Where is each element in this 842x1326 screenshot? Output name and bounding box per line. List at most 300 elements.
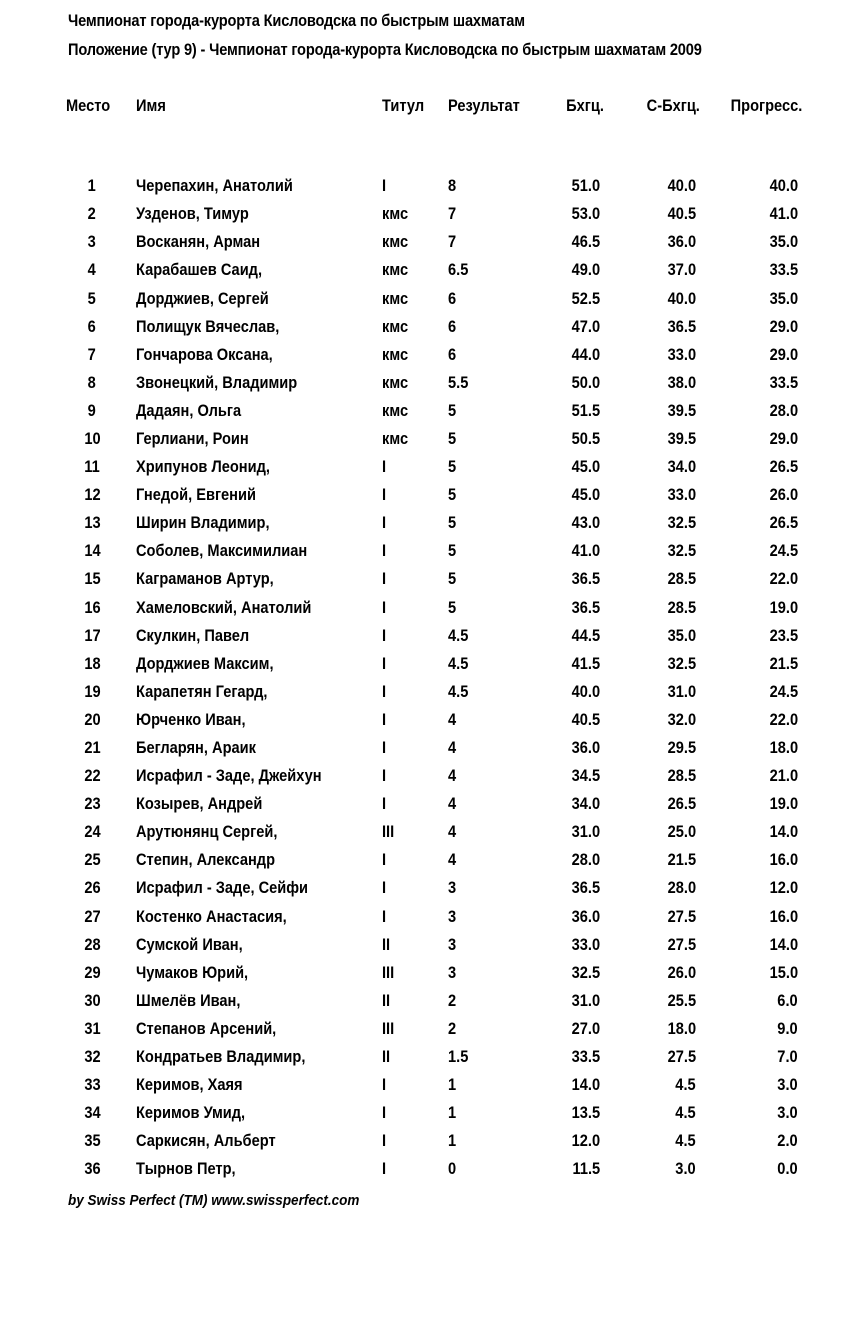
median-buchholz-cell: 3.0 — [675, 1159, 696, 1179]
progress-cell: 18.0 — [769, 738, 798, 758]
progress-cell: 35.0 — [769, 288, 798, 308]
table-row — [66, 341, 816, 369]
table-row — [66, 284, 816, 312]
buchholz-cell: 41.0 — [571, 541, 600, 561]
result-cell: 4 — [448, 794, 457, 814]
place-cell: 4 — [87, 260, 97, 280]
result-cell: 8 — [448, 176, 457, 196]
table-row — [66, 537, 816, 565]
median-buchholz-cell: 31.0 — [667, 681, 696, 701]
name-cell: Козырев, Андрей — [136, 794, 263, 814]
name-cell: Исрафил - Заде, Джейхун — [136, 766, 322, 786]
progress-cell: 12.0 — [769, 878, 798, 898]
result-cell: 5 — [448, 400, 457, 420]
result-cell: 6 — [448, 344, 457, 364]
name-cell: Звонецкий, Владимир — [136, 372, 298, 392]
progress-cell: 29.0 — [769, 344, 798, 364]
median-buchholz-cell: 27.5 — [667, 1047, 696, 1067]
title-cell: кмс — [382, 260, 409, 280]
result-cell: 5 — [448, 428, 457, 448]
title-cell: I — [382, 457, 387, 477]
name-cell: Арутюнянц Сергей, — [136, 822, 278, 842]
place-cell: 26 — [83, 878, 101, 898]
document-subtitle: Положение (тур 9) - Чемпионат города-курорта Кисловодска по быстрым шахматам 2009 — [68, 40, 702, 59]
median-buchholz-cell: 32.5 — [667, 653, 696, 673]
buchholz-cell: 50.0 — [571, 372, 600, 392]
result-cell: 5 — [448, 513, 457, 533]
median-buchholz-cell: 18.0 — [667, 1018, 696, 1038]
name-cell: Дорджиев, Сергей — [136, 288, 269, 308]
title-cell: I — [382, 906, 387, 926]
place-cell: 27 — [83, 906, 101, 926]
buchholz-cell: 44.0 — [571, 344, 600, 364]
buchholz-cell: 28.0 — [571, 850, 600, 870]
table-row — [66, 706, 816, 734]
buchholz-cell: 45.0 — [571, 485, 600, 505]
place-cell: 12 — [83, 485, 101, 505]
buchholz-cell: 41.5 — [571, 653, 600, 673]
buchholz-cell: 36.5 — [571, 878, 600, 898]
progress-cell: 33.5 — [769, 260, 798, 280]
name-cell: Саркисян, Альберт — [136, 1131, 276, 1151]
buchholz-cell: 49.0 — [571, 260, 600, 280]
progress-cell: 24.5 — [769, 541, 798, 561]
title-cell: I — [382, 541, 387, 561]
place-cell: 8 — [87, 372, 97, 392]
title-cell: кмс — [382, 344, 409, 364]
place-cell: 30 — [83, 990, 101, 1010]
title-cell: I — [382, 569, 387, 589]
name-cell: Юрченко Иван, — [136, 709, 246, 729]
buchholz-cell: 46.5 — [571, 232, 600, 252]
median-buchholz-cell: 32.5 — [667, 513, 696, 533]
result-cell: 1 — [448, 1075, 457, 1095]
buchholz-cell: 12.0 — [571, 1131, 600, 1151]
table-row — [66, 650, 816, 678]
document-title: Чемпионат города-курорта Кисловодска по быстрым шахматам — [68, 11, 525, 30]
result-cell: 1 — [448, 1103, 457, 1123]
result-cell: 3 — [448, 962, 457, 982]
table-row — [66, 509, 816, 537]
title-cell: I — [382, 1131, 387, 1151]
name-cell: Костенко Анастасия, — [136, 906, 287, 926]
name-cell: Дадаян, Ольга — [136, 400, 242, 420]
median-buchholz-cell: 39.5 — [667, 400, 696, 420]
header-name: Имя — [136, 96, 166, 115]
place-cell: 21 — [83, 738, 101, 758]
table-row — [66, 228, 816, 256]
median-buchholz-cell: 27.5 — [667, 906, 696, 926]
progress-cell: 16.0 — [769, 906, 798, 926]
progress-cell: 29.0 — [769, 316, 798, 336]
buchholz-cell: 40.5 — [571, 709, 600, 729]
table-row — [66, 846, 816, 874]
table-row — [66, 565, 816, 593]
title-cell: I — [382, 176, 387, 196]
buchholz-cell: 36.5 — [571, 597, 600, 617]
median-buchholz-cell: 33.0 — [667, 485, 696, 505]
name-cell: Шмелёв Иван, — [136, 990, 241, 1010]
place-cell: 36 — [83, 1159, 101, 1179]
name-cell: Карапетян Гегард, — [136, 681, 268, 701]
result-cell: 5 — [448, 541, 457, 561]
title-cell: III — [382, 822, 395, 842]
progress-cell: 33.5 — [769, 372, 798, 392]
result-cell: 4 — [448, 738, 457, 758]
table-row — [66, 369, 816, 397]
name-cell: Черепахин, Анатолий — [136, 176, 293, 196]
title-cell: I — [382, 513, 387, 533]
place-cell: 33 — [83, 1075, 101, 1095]
result-cell: 4 — [448, 766, 457, 786]
progress-cell: 7.0 — [777, 1047, 798, 1067]
median-buchholz-cell: 4.5 — [675, 1103, 696, 1123]
place-cell: 10 — [83, 428, 101, 448]
name-cell: Сумской Иван, — [136, 934, 243, 954]
median-buchholz-cell: 28.5 — [667, 766, 696, 786]
title-cell: I — [382, 850, 387, 870]
table-row — [66, 1099, 816, 1127]
median-buchholz-cell: 40.0 — [667, 176, 696, 196]
title-cell: кмс — [382, 400, 409, 420]
title-cell: I — [382, 709, 387, 729]
place-cell: 5 — [87, 288, 97, 308]
buchholz-cell: 51.0 — [571, 176, 600, 196]
place-cell: 31 — [83, 1018, 101, 1038]
place-cell: 6 — [87, 316, 97, 336]
table-row — [66, 1015, 816, 1043]
table-row — [66, 903, 816, 931]
title-cell: III — [382, 1018, 395, 1038]
result-cell: 4 — [448, 822, 457, 842]
table-row — [66, 481, 816, 509]
buchholz-cell: 32.5 — [571, 962, 600, 982]
median-buchholz-cell: 28.5 — [667, 597, 696, 617]
buchholz-cell: 44.5 — [571, 625, 600, 645]
median-buchholz-cell: 33.0 — [667, 344, 696, 364]
table-row — [66, 931, 816, 959]
progress-cell: 3.0 — [777, 1103, 798, 1123]
result-cell: 1.5 — [448, 1047, 469, 1067]
table-row — [66, 987, 816, 1015]
name-cell: Керимов, Хаяя — [136, 1075, 243, 1095]
median-buchholz-cell: 39.5 — [667, 428, 696, 448]
name-cell: Каграманов Артур, — [136, 569, 274, 589]
median-buchholz-cell: 26.0 — [667, 962, 696, 982]
progress-cell: 2.0 — [777, 1131, 798, 1151]
result-cell: 5 — [448, 597, 457, 617]
header-buchholz: Бхгц. — [566, 96, 604, 115]
title-cell: кмс — [382, 204, 409, 224]
median-buchholz-cell: 37.0 — [667, 260, 696, 280]
place-cell: 9 — [87, 400, 97, 420]
table-row — [66, 734, 816, 762]
progress-cell: 29.0 — [769, 428, 798, 448]
progress-cell: 22.0 — [769, 709, 798, 729]
progress-cell: 40.0 — [769, 176, 798, 196]
header-place: Место — [66, 96, 111, 115]
result-cell: 7 — [448, 232, 457, 252]
median-buchholz-cell: 38.0 — [667, 372, 696, 392]
name-cell: Хрипунов Леонид, — [136, 457, 270, 477]
table-row — [66, 594, 816, 622]
progress-cell: 16.0 — [769, 850, 798, 870]
name-cell: Герлиани, Роин — [136, 428, 249, 448]
progress-cell: 23.5 — [769, 625, 798, 645]
progress-cell: 3.0 — [777, 1075, 798, 1095]
progress-cell: 26.5 — [769, 457, 798, 477]
title-cell: I — [382, 681, 387, 701]
progress-cell: 26.0 — [769, 485, 798, 505]
header-result: Результат — [448, 96, 520, 115]
table-row — [66, 1127, 816, 1155]
name-cell: Тырнов Петр, — [136, 1159, 236, 1179]
result-cell: 5 — [448, 457, 457, 477]
median-buchholz-cell: 4.5 — [675, 1131, 696, 1151]
place-cell: 34 — [83, 1103, 101, 1123]
median-buchholz-cell: 25.5 — [667, 990, 696, 1010]
table-row — [66, 622, 816, 650]
table-row — [66, 678, 816, 706]
place-cell: 17 — [83, 625, 101, 645]
median-buchholz-cell: 21.5 — [667, 850, 696, 870]
name-cell: Кондратьев Владимир, — [136, 1047, 306, 1067]
place-cell: 14 — [83, 541, 101, 561]
median-buchholz-cell: 28.0 — [667, 878, 696, 898]
name-cell: Соболев, Максимилиан — [136, 541, 308, 561]
name-cell: Дорджиев Максим, — [136, 653, 274, 673]
title-cell: I — [382, 597, 387, 617]
title-cell: I — [382, 766, 387, 786]
result-cell: 4.5 — [448, 625, 469, 645]
place-cell: 18 — [83, 653, 101, 673]
progress-cell: 35.0 — [769, 232, 798, 252]
progress-cell: 14.0 — [769, 934, 798, 954]
table-row — [66, 959, 816, 987]
title-cell: I — [382, 738, 387, 758]
median-buchholz-cell: 32.0 — [667, 709, 696, 729]
table-row — [66, 200, 816, 228]
name-cell: Бегларян, Араик — [136, 738, 256, 758]
place-cell: 20 — [83, 709, 101, 729]
place-cell: 19 — [83, 681, 101, 701]
header-title: Титул — [382, 96, 425, 115]
title-cell: II — [382, 934, 391, 954]
progress-cell: 15.0 — [769, 962, 798, 982]
footer-credit: by Swiss Perfect (TM) www.swissperfect.com — [68, 1192, 360, 1209]
progress-cell: 41.0 — [769, 204, 798, 224]
median-buchholz-cell: 29.5 — [667, 738, 696, 758]
place-cell: 11 — [84, 457, 100, 477]
progress-cell: 14.0 — [769, 822, 798, 842]
progress-cell: 19.0 — [769, 794, 798, 814]
buchholz-cell: 36.0 — [571, 738, 600, 758]
title-cell: кмс — [382, 288, 409, 308]
table-row — [66, 1071, 816, 1099]
table-row — [66, 397, 816, 425]
header-median-buchholz: С-Бхгц. — [646, 96, 700, 115]
median-buchholz-cell: 28.5 — [667, 569, 696, 589]
progress-cell: 21.5 — [769, 653, 798, 673]
name-cell: Керимов Умид, — [136, 1103, 246, 1123]
median-buchholz-cell: 35.0 — [667, 625, 696, 645]
median-buchholz-cell: 4.5 — [675, 1075, 696, 1095]
table-row — [66, 874, 816, 902]
buchholz-cell: 36.5 — [571, 569, 600, 589]
result-cell: 4.5 — [448, 681, 469, 701]
place-cell: 13 — [83, 513, 101, 533]
title-cell: I — [382, 625, 387, 645]
progress-cell: 28.0 — [769, 400, 798, 420]
result-cell: 4.5 — [448, 653, 469, 673]
table-row — [66, 256, 816, 284]
progress-cell: 19.0 — [769, 597, 798, 617]
progress-cell: 24.5 — [769, 681, 798, 701]
name-cell: Полищук Вячеслав, — [136, 316, 280, 336]
buchholz-cell: 36.0 — [571, 906, 600, 926]
title-cell: кмс — [382, 232, 409, 252]
place-cell: 22 — [83, 766, 101, 786]
result-cell: 5 — [448, 569, 457, 589]
progress-cell: 22.0 — [769, 569, 798, 589]
table-row — [66, 818, 816, 846]
buchholz-cell: 53.0 — [571, 204, 600, 224]
table-header-row — [66, 92, 816, 144]
table-row — [66, 1155, 816, 1183]
title-cell: II — [382, 1047, 391, 1067]
progress-cell: 6.0 — [777, 990, 798, 1010]
progress-cell: 21.0 — [769, 766, 798, 786]
buchholz-cell: 33.5 — [571, 1047, 600, 1067]
spacer-row — [66, 144, 816, 172]
result-cell: 6 — [448, 316, 457, 336]
result-cell: 6 — [448, 288, 457, 308]
table-row — [66, 172, 816, 200]
result-cell: 2 — [448, 1018, 457, 1038]
buchholz-cell: 34.0 — [571, 794, 600, 814]
standings-table — [66, 92, 816, 1183]
median-buchholz-cell: 36.0 — [667, 232, 696, 252]
place-cell: 1 — [87, 176, 97, 196]
result-cell: 4 — [448, 850, 457, 870]
header-progress: Прогресс. — [730, 96, 802, 115]
median-buchholz-cell: 40.0 — [667, 288, 696, 308]
name-cell: Ширин Владимир, — [136, 513, 270, 533]
median-buchholz-cell: 40.5 — [667, 204, 696, 224]
name-cell: Степин, Александр — [136, 850, 276, 870]
buchholz-cell: 14.0 — [571, 1075, 600, 1095]
title-cell: I — [382, 1103, 387, 1123]
title-cell: кмс — [382, 428, 409, 448]
median-buchholz-cell: 25.0 — [667, 822, 696, 842]
buchholz-cell: 47.0 — [571, 316, 600, 336]
result-cell: 1 — [448, 1131, 457, 1151]
place-cell: 28 — [83, 934, 101, 954]
progress-cell: 26.5 — [769, 513, 798, 533]
buchholz-cell: 45.0 — [571, 457, 600, 477]
name-cell: Скулкин, Павел — [136, 625, 250, 645]
buchholz-cell: 31.0 — [571, 990, 600, 1010]
result-cell: 0 — [448, 1159, 457, 1179]
name-cell: Исрафил - Заде, Сейфи — [136, 878, 309, 898]
name-cell: Степанов Арсений, — [136, 1018, 277, 1038]
place-cell: 24 — [83, 822, 101, 842]
title-cell: I — [382, 485, 387, 505]
name-cell: Гончарова Оксана, — [136, 344, 273, 364]
buchholz-cell: 51.5 — [571, 400, 600, 420]
buchholz-cell: 31.0 — [571, 822, 600, 842]
title-cell: I — [382, 1159, 387, 1179]
table-row — [66, 453, 816, 481]
result-cell: 6.5 — [448, 260, 469, 280]
name-cell: Восканян, Арман — [136, 232, 261, 252]
buchholz-cell: 40.0 — [571, 681, 600, 701]
buchholz-cell: 27.0 — [571, 1018, 600, 1038]
result-cell: 3 — [448, 906, 457, 926]
median-buchholz-cell: 27.5 — [667, 934, 696, 954]
name-cell: Чумаков Юрий, — [136, 962, 249, 982]
result-cell: 2 — [448, 990, 457, 1010]
result-cell: 5.5 — [448, 372, 469, 392]
title-cell: I — [382, 794, 387, 814]
place-cell: 7 — [87, 344, 97, 364]
median-buchholz-cell: 26.5 — [667, 794, 696, 814]
place-cell: 35 — [83, 1131, 101, 1151]
name-cell: Гнедой, Евгений — [136, 485, 256, 505]
title-cell: I — [382, 878, 387, 898]
buchholz-cell: 50.5 — [571, 428, 600, 448]
result-cell: 3 — [448, 878, 457, 898]
table-row — [66, 313, 816, 341]
name-cell: Узденов, Тимур — [136, 204, 249, 224]
table-row — [66, 790, 816, 818]
place-cell: 2 — [87, 204, 97, 224]
place-cell: 29 — [83, 962, 101, 982]
buchholz-cell: 34.5 — [571, 766, 600, 786]
name-cell: Карабашев Саид, — [136, 260, 263, 280]
title-cell: кмс — [382, 372, 409, 392]
place-cell: 3 — [87, 232, 97, 252]
median-buchholz-cell: 36.5 — [667, 316, 696, 336]
title-cell: I — [382, 653, 387, 673]
title-cell: кмс — [382, 316, 409, 336]
place-cell: 32 — [83, 1047, 101, 1067]
result-cell: 5 — [448, 485, 457, 505]
buchholz-cell: 33.0 — [571, 934, 600, 954]
median-buchholz-cell: 32.5 — [667, 541, 696, 561]
result-cell: 7 — [448, 204, 457, 224]
table-row — [66, 425, 816, 453]
progress-cell: 0.0 — [777, 1159, 798, 1179]
name-cell: Хамеловский, Анатолий — [136, 597, 312, 617]
buchholz-cell: 11.5 — [572, 1159, 600, 1179]
table-row — [66, 1043, 816, 1071]
median-buchholz-cell: 34.0 — [667, 457, 696, 477]
title-cell: II — [382, 990, 391, 1010]
place-cell: 15 — [83, 569, 101, 589]
buchholz-cell: 13.5 — [571, 1103, 600, 1123]
buchholz-cell: 52.5 — [571, 288, 600, 308]
place-cell: 16 — [83, 597, 101, 617]
place-cell: 23 — [83, 794, 101, 814]
progress-cell: 9.0 — [777, 1018, 798, 1038]
result-cell: 3 — [448, 934, 457, 954]
title-cell: I — [382, 1075, 387, 1095]
result-cell: 4 — [448, 709, 457, 729]
place-cell: 25 — [83, 850, 101, 870]
title-cell: III — [382, 962, 395, 982]
buchholz-cell: 43.0 — [571, 513, 600, 533]
